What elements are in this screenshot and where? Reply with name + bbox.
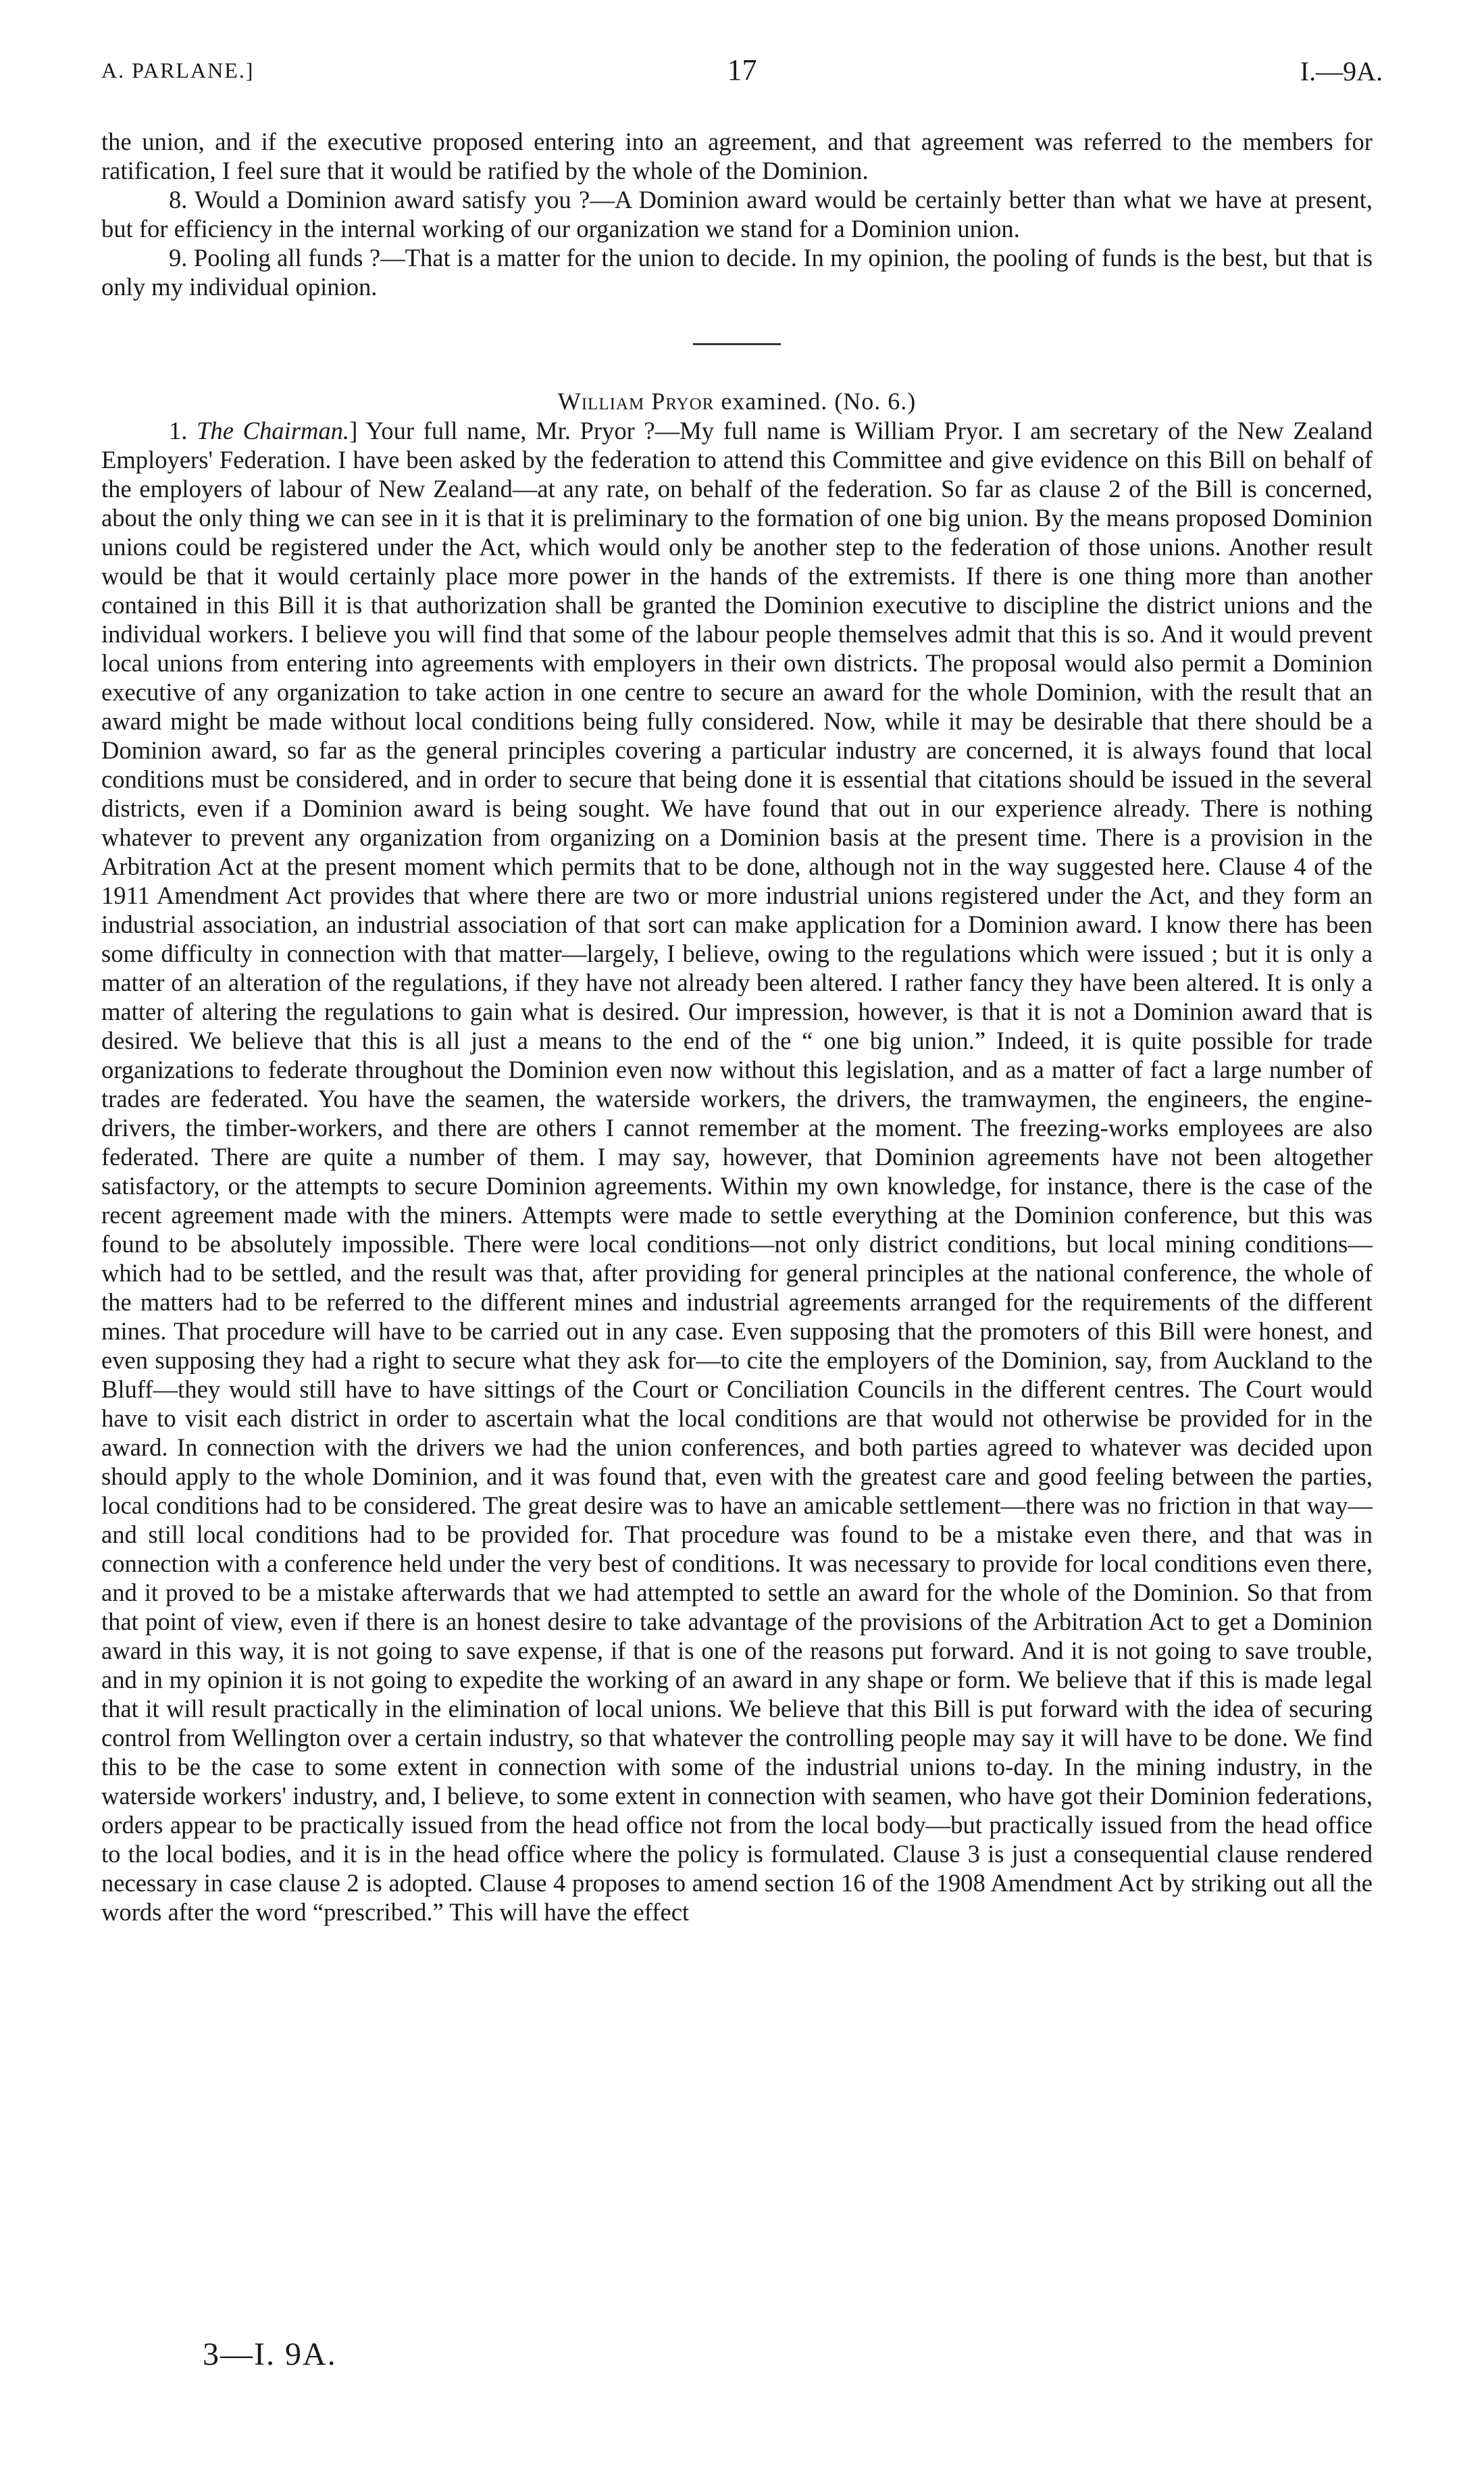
continuation-paragraph: the union, and if the executive proposed entering into an agreement, and that agreement was referred to the members for ratification, I feel sure that it would be ratified by the whole of the Dominion. xyxy=(101,128,1373,184)
signature-mark: 3—I. 9A. xyxy=(203,2336,337,2372)
testimony-text: ] Your full name, Mr. Pryor ?—My full name is William Pryor. I am secretary of the New Zealand Employers' Federation. I have been asked by the federation to attend this Committee and give evidence on this Bill on behalf of the employers of labour of New Zealand—at any rate, on behalf of the federation. So far as clause 2 of the Bill is concerned, about the only thing we can see in it is that it is preliminary to the formation of one big union. By the means proposed Dominion unions could be registered under the Act, which would only be another step to the federation of those unions. Another result would be that it would certainly place more power in the hands of the extremists. If there is one thing more than another contained in this Bill it is that authorization shall be granted the Dominion executive to discipline the district unions and the individual workers. I believe you will find that some of the labour people themselves admit that this is so. And it would prevent local unions from entering into agreements with employers in their own districts. The proposal would also permit a Dominion executive of any organization to take action in one centre to secure an award for the whole Dominion, with the result that an award might be made without local conditions being fully considered. Now, while it may be desirable that there should be a Dominion award, so far as the general principles covering a particular industry are concerned, it is always found that local conditions must be considered, and in order to secure that being done it is essential that citations should be issued in the several districts, even if a Dominion award is being sought. We have found that out in our experience already. There is nothing whatever to prevent any organization from organizing on a Dominion basis at the present time. There is a provision in the Arbitration Act at the present moment which permits that to be done, although not in the way suggested here. Clause 4 of the 1911 Amendment Act provides that where there are two or more industrial unions registered under the Act, and they form an industrial association, an industrial association of that sort can make application for a Dominion award. I know there has been some difficulty in connection with that matter—largely, I believe, owing to the regulations which were issued ; but it is only a matter of an alteration of the regulations, if they have not already been altered. I rather fancy they have been altered. It is only a matter of altering the regulations to gain what is desired. Our impression, however, is that it is not a Dominion award that is desired. We believe that this is all just a means to the end of the “ one big union.” Indeed, it is quite possible for trade organizations to federate throughout the Dominion even now without this legislation, and as a matter of fact a large number of trades are federated. You have the seamen, the waterside workers, the drivers, the tramwaymen, the engineers, the engine-drivers, the timber-workers, and there are others I cannot remember at the moment. The freezing-works employees are also federated. There are quite a number of them. I may say, however, that Dominion agreements have not been altogether satisfactory, or the attempts to secure Dominion agreements. Within my own knowledge, for instance, there is the case of the recent agreement made with the miners. Attempts were made to settle everything at the Dominion conference, but this was found to be absolutely impossible. There were local conditions—not only district conditions, but local mining conditions—which had to be settled, and the result was that, after providing for general principles at the national conference, the whole of the matters had to be referred to the different mines and industrial agreements arranged for the requirements of the different mines. That procedure will have to be carried out in any case. Even supposing that the promoters of this Bill were honest, and even supposing they had a right to secure what they ask for—to cite the employers of the Dominion, say, from Auckland to the Bluff—they would still have to have sittings of the Court or Conciliation Councils in the different centres. The Court would have to visit each district in order to ascertain what the local conditions are that would not otherwise be provided for in the award. In connection with the drivers we had the union conferences, and both parties agreed to whatever was decided upon should apply to the whole Dominion, and it was found that, even with the greatest care and good feeling between the parties, local conditions had to be considered. The great desire was to have an amicable settlement—there was no friction in that way—and still local conditions had to be provided for. That procedure was found to be a mistake even there, and that was in connection with a conference held under the very best of conditions. It was necessary to provide for local conditions even there, and it proved to be a mistake afterwards that we had attempted to settle an award for the whole of the Dominion. So that from that point of view, even if there is an honest desire to take advantage of the provisions of the Arbitration Act to get a Dominion award in this way, it is not going to save expense, if that is one of the reasons put forward. And it is not going to save trouble, and in my opinion it is not going to expedite the working of an award in any shape or form. We believe that if this is made legal that it will result practically in the elimination of local unions. We believe that this Bill is put forward with the idea of securing control from Wellington over a certain industry, so that whatever the controlling people may say it will have to be done. We find this to be the case to some extent in connection with some of the industrial unions to-day. In the mining industry, in the waterside workers' industry, and, I believe, to some extent in connection with seamen, who have got their Dominion federations, orders appear to be practically issued from the head office not from the local body—but practically issued from the head office to the local bodies, and it is in the head office where the policy is formulated. Clause 3 is just a consequential clause rendered necessary in case clause 2 is adopted. Clause 4 proposes to amend section 16 of the 1908 Amendment Act by striking out all the words after the word “prescribed.” This will have the effect xyxy=(101,417,1373,1926)
page-body xyxy=(101,127,1373,1926)
header-witness-name: A. PARLANE.] xyxy=(101,58,255,82)
witness-heading xyxy=(101,387,1373,416)
question-9-paragraph: 9. Pooling all funds ?—That is a matter for the union to decide. In my opinion, the pooling of funds is the best, but that is only my individual opinion. xyxy=(101,244,1373,301)
section-divider xyxy=(693,343,781,345)
testimony-paragraph xyxy=(101,416,1373,1926)
witness-heading-name: William Pryor xyxy=(557,388,715,415)
speaker-label: The Chairman. xyxy=(197,417,350,444)
question-number: 1. xyxy=(169,417,197,444)
running-header xyxy=(101,53,1383,93)
document-reference: I.—9A. xyxy=(1300,56,1383,86)
page-number: 17 xyxy=(727,53,757,86)
witness-heading-suffix: examined. (No. 6.) xyxy=(714,388,917,415)
question-8-paragraph: 8. Would a Dominion award satisfy you ?—A Dominion award would be certainly better than what we have at present, but for efficiency in the internal working of our organization we stand for a Dominion union. xyxy=(101,186,1373,242)
